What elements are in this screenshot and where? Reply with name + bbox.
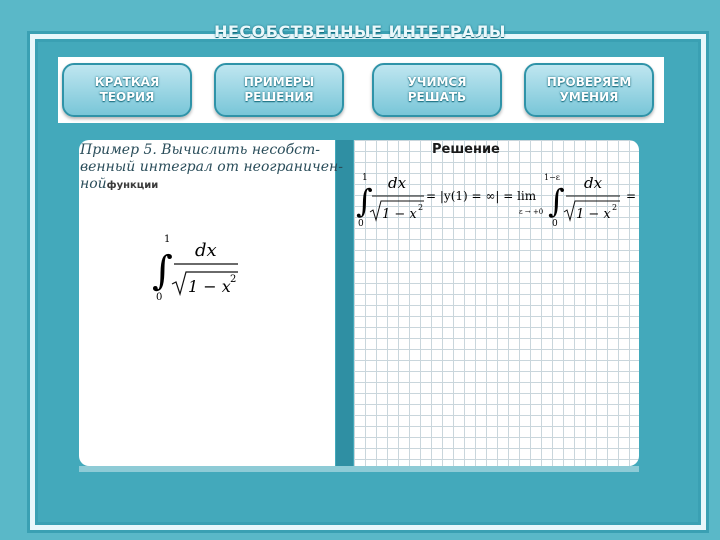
solution-integral-sign-1: ∫ (356, 182, 373, 220)
example-exponent: 2 (230, 274, 237, 285)
solution-upper-limit-eps: 1−ε (544, 173, 560, 182)
solution-formula (354, 168, 639, 228)
page-title: НЕСОБСТВЕННЫЕ ИНТЕГРАЛЫ (214, 22, 506, 41)
task-line-3: ной (80, 176, 107, 192)
solution-exponent-2: 2 (612, 203, 618, 212)
example-upper-limit: 1 (164, 234, 171, 245)
task-suffix: функции (106, 180, 159, 191)
example-lower-limit: 0 (156, 292, 163, 303)
solution-final-equals: = (626, 189, 637, 203)
task-line-1: Пример 5. Вычислить несобст- (80, 142, 321, 158)
panel-bottom-strip (79, 466, 639, 472)
solution-denominator-2: 1 − x (576, 207, 611, 222)
nav-button-examples[interactable]: ПРИМЕРЫ РЕШЕНИЯ (214, 63, 344, 117)
nav-bar (58, 57, 664, 123)
solution-middle: = |y(1) = ∞| = lim (426, 189, 537, 203)
nav-button-check[interactable]: ПРОВЕРЯЕМ УМЕНИЯ (524, 63, 654, 117)
solution-upper-limit: 1 (362, 173, 368, 183)
solution-numerator-2: dx (584, 174, 603, 192)
solution-limit-sub: ε → +0 (519, 208, 544, 216)
task-line-2: венный интеграл от неограничен- (80, 159, 343, 175)
solution-denominator-1: 1 − x (382, 207, 417, 222)
nav-button-theory[interactable]: КРАТКАЯ ТЕОРИЯ (62, 63, 192, 117)
solution-integral-sign-2: ∫ (548, 182, 565, 220)
example-denominator: 1 − x (188, 277, 231, 296)
solution-lower-limit: 0 (358, 219, 364, 228)
solution-lower-limit-2: 0 (552, 219, 558, 228)
example-integral-sign: ∫ (152, 248, 173, 294)
solution-title: Решение (432, 142, 500, 157)
example-numerator: dx (195, 240, 217, 261)
nav-button-learn[interactable]: УЧИМСЯ РЕШАТЬ (372, 63, 502, 117)
solution-exponent-1: 2 (418, 203, 424, 212)
solution-numerator-1: dx (388, 174, 407, 192)
task-text (80, 142, 350, 194)
example-integral (150, 232, 270, 312)
